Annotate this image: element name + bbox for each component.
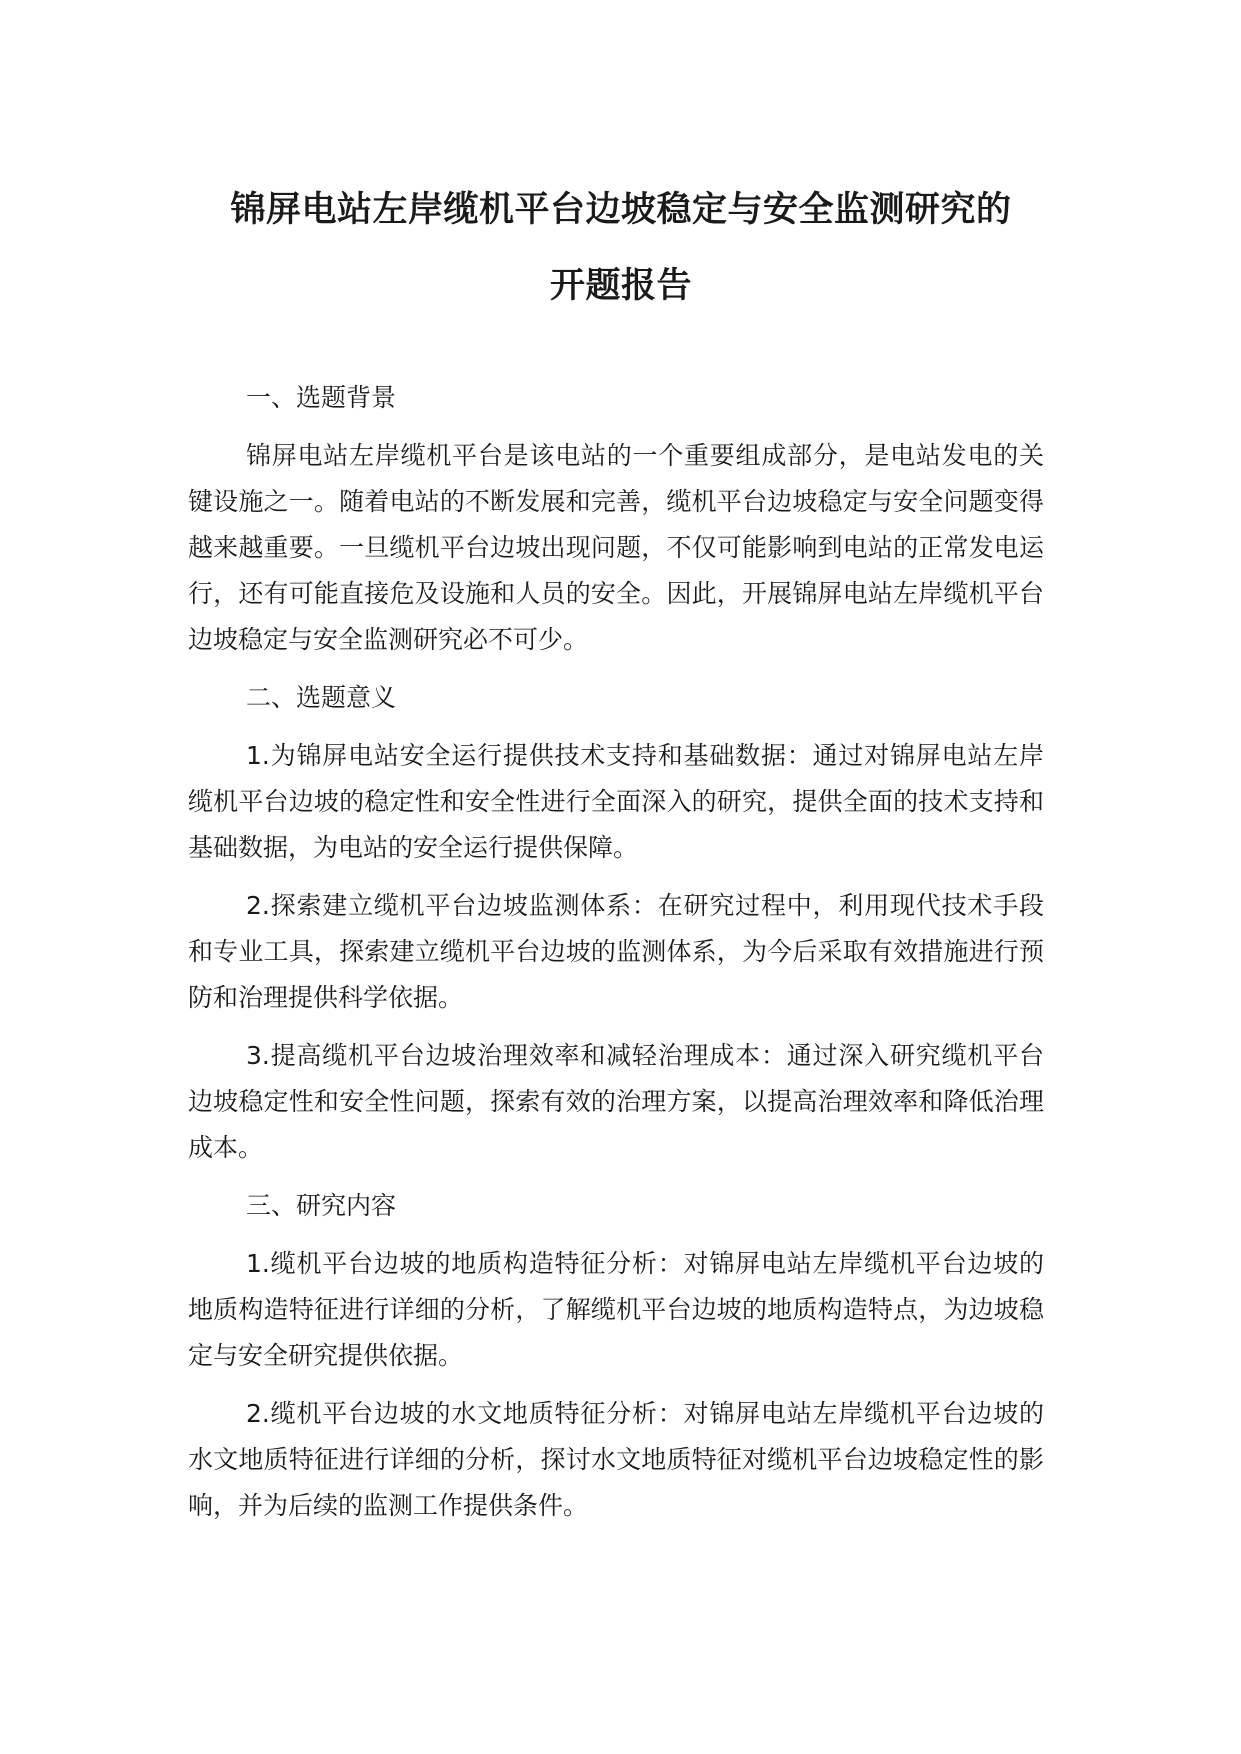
section-heading: 三、研究内容 <box>246 1191 397 1220</box>
paragraph: 1.缆机平台边坡的地质构造特征分析：对锦屏电站左岸缆机平台边坡的地质构造特征进行详细的分析，了解缆机平台边坡的地质构造特点，为边坡稳定与安全研究提供依据。 <box>188 1249 1044 1370</box>
paragraph: 1.为锦屏电站安全运行提供技术支持和基础数据：通过对锦屏电站左岸缆机平台边坡的稳定性和安全性进行全面深入的研究，提供全面的技术支持和基础数据，为电站的安全运行提供保障。 <box>188 741 1044 862</box>
section-heading: 一、选题背景 <box>246 383 397 412</box>
section-background <box>188 375 1044 663</box>
document-title <box>188 172 1054 324</box>
paragraph: 2.缆机平台边坡的水文地质特征分析：对锦屏电站左岸缆机平台边坡的水文地质特征进行详细的分析，探讨水文地质特征对缆机平台边坡稳定性的影响，并为后续的监测工作提供条件。 <box>188 1399 1044 1520</box>
document-title-line-1: 锦屏电站左岸缆机平台边坡稳定与安全监测研究的 <box>230 190 1012 230</box>
paragraph: 锦屏电站左岸缆机平台是该电站的一个重要组成部分，是电站发电的关键设施之一。随着电站的不断发展和完善，缆机平台边坡稳定与安全问题变得越来越重要。一旦缆机平台边坡出现问题，不仅可能影响到电站的正常发电运行，还有可能直接危及设施和人员的安全。因此，开展锦屏电站左岸缆机平台边坡稳定与安全监测研究必不可少。 <box>188 441 1044 654</box>
section-significance <box>188 675 1044 1171</box>
document-title-line-2: 开题报告 <box>549 266 692 306</box>
section-heading: 二、选题意义 <box>246 683 397 712</box>
section-research-content <box>188 1183 1044 1529</box>
document-body <box>188 375 1044 1541</box>
paragraph: 3.提高缆机平台边坡治理效率和减轻治理成本：通过深入研究缆机平台边坡稳定性和安全性问题，探索有效的治理方案，以提高治理效率和降低治理成本。 <box>188 1041 1044 1162</box>
paragraph: 2.探索建立缆机平台边坡监测体系：在研究过程中，利用现代技术手段和专业工具，探索建立缆机平台边坡的监测体系，为今后采取有效措施进行预防和治理提供科学依据。 <box>188 891 1044 1012</box>
